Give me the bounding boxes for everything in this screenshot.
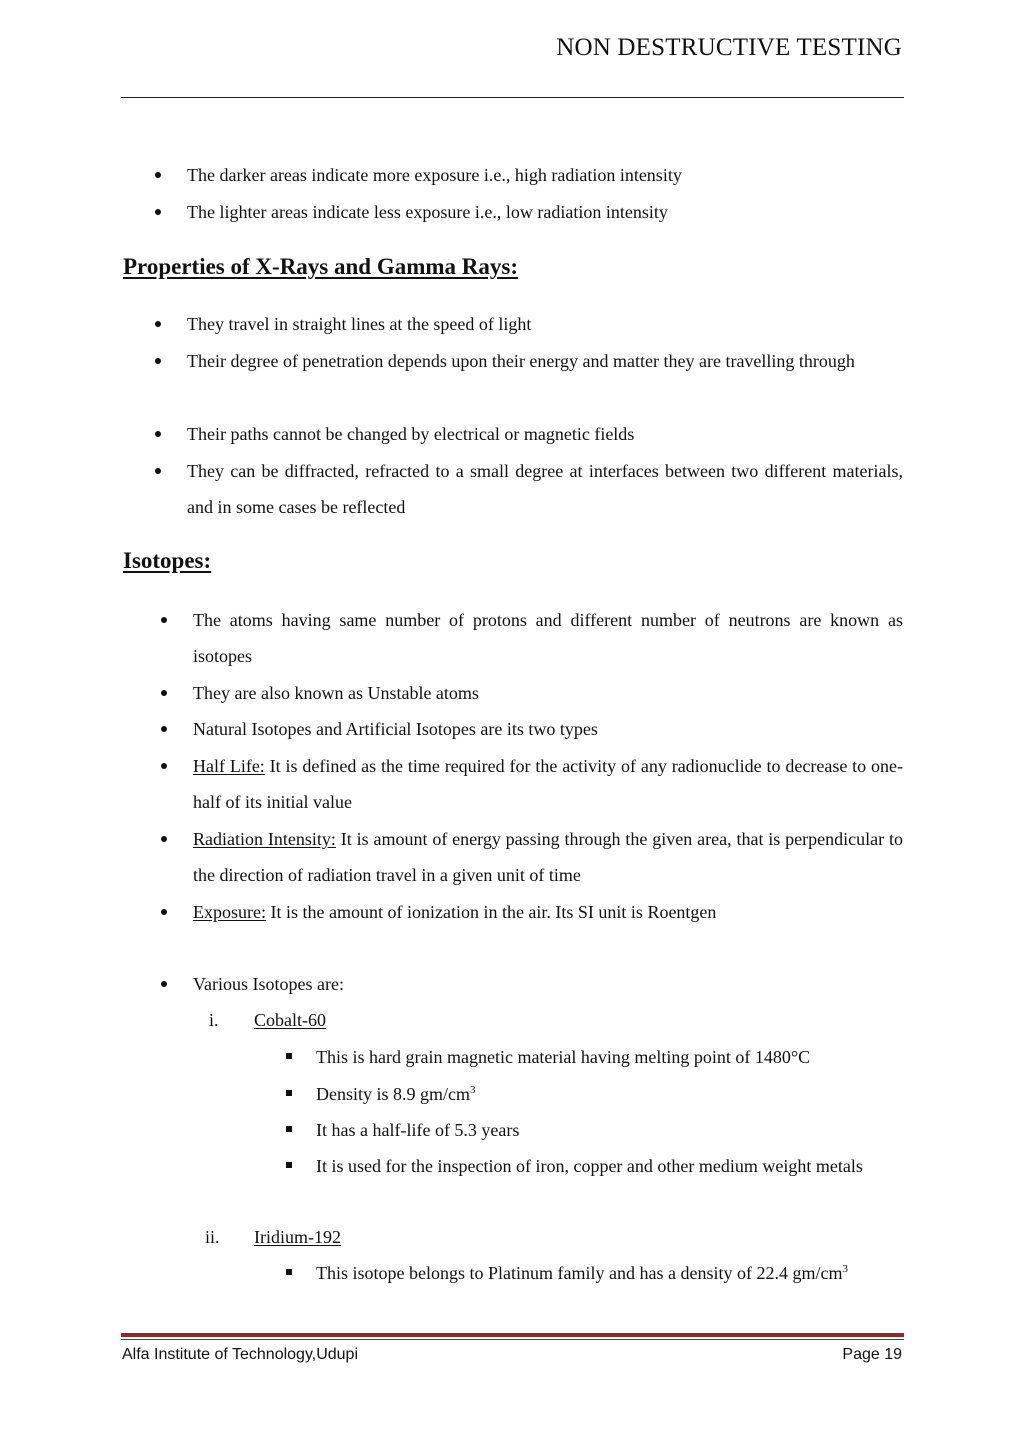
page-header-title: NON DESTRUCTIVE TESTING xyxy=(556,34,902,61)
footer-institute: Alfa Institute of Technology,Udupi xyxy=(122,1346,358,1363)
list-item xyxy=(161,966,903,1002)
list-item-text: The darker areas indicate more exposure i.e., high radiation intensity xyxy=(187,165,682,185)
list-item-text: Various Isotopes are: xyxy=(193,974,344,994)
list-item xyxy=(161,821,903,893)
list-item xyxy=(286,1255,903,1291)
point-text: Density is 8.9 gm/cm xyxy=(316,1084,470,1104)
list-item-text: They travel in straight lines at the speed of light xyxy=(187,314,532,334)
list-item-text: The lighter areas indicate less exposure i.e., low radiation intensity xyxy=(187,202,668,222)
list-item-text xyxy=(193,711,903,747)
square-bullet-icon xyxy=(286,1090,292,1096)
square-bullet-icon xyxy=(286,1162,292,1168)
list-item-text xyxy=(193,675,903,711)
square-bullet-icon xyxy=(286,1269,292,1275)
list-item xyxy=(286,1076,903,1112)
point-text: This isotope belongs to Platinum family and has a density of 22.4 gm/cm xyxy=(316,1263,843,1283)
section-heading-isotopes: Isotopes: xyxy=(123,548,212,573)
term-label: Radiation Intensity: xyxy=(193,829,336,849)
bullet-icon xyxy=(155,358,161,364)
list-item xyxy=(286,1148,903,1184)
term-text: It is defined as the time required for the activity of any radionuclide to decrease to one-half of its initial value xyxy=(193,756,903,812)
superscript: 3 xyxy=(842,1263,848,1275)
list-item-text xyxy=(193,894,903,930)
bullet-icon xyxy=(155,468,161,474)
footer-divider xyxy=(121,1333,904,1337)
term-text: It is the amount of ionization in the air. Its SI unit is Roentgen xyxy=(265,902,717,922)
list-item xyxy=(155,343,903,379)
bullet-icon xyxy=(155,172,161,178)
list-item-text xyxy=(316,1076,903,1112)
term-text: They are also known as Unstable atoms xyxy=(193,683,479,703)
list-item xyxy=(161,602,903,674)
roman-numeral: ii. xyxy=(205,1227,220,1247)
term-label: Exposure: xyxy=(193,902,266,922)
superscript: 3 xyxy=(470,1084,476,1096)
list-item xyxy=(161,894,903,930)
bullet-icon xyxy=(161,836,167,842)
list-item-text xyxy=(316,1112,903,1148)
list-item-text xyxy=(193,602,903,674)
list-item-text xyxy=(316,1148,903,1184)
list-item-text xyxy=(193,748,903,820)
bullet-icon xyxy=(161,690,167,696)
list-item xyxy=(286,1112,903,1148)
list-item-text xyxy=(316,1039,903,1075)
list-item xyxy=(161,675,903,711)
term-text: The atoms having same number of protons and different number of neutrons are known as isotopes xyxy=(193,610,903,666)
bullet-icon xyxy=(161,909,167,915)
footer-divider-thin xyxy=(121,1339,904,1340)
list-item-text xyxy=(193,821,903,893)
list-item-text: Their paths cannot be changed by electrical or magnetic fields xyxy=(187,424,635,444)
footer-page-number: Page 19 xyxy=(842,1346,902,1363)
isotope-name: Iridium-192 xyxy=(254,1227,341,1247)
bullet-icon xyxy=(161,763,167,769)
bullet-icon xyxy=(161,726,167,732)
bullet-icon xyxy=(161,981,167,987)
list-item xyxy=(155,306,903,342)
term-label: Half Life: xyxy=(193,756,265,776)
isotope-name: Cobalt-60 xyxy=(254,1010,326,1030)
bullet-icon xyxy=(161,617,167,623)
bullet-icon xyxy=(155,321,161,327)
header-divider xyxy=(121,97,904,98)
square-bullet-icon xyxy=(286,1126,292,1132)
list-item xyxy=(155,416,903,452)
list-item xyxy=(155,194,905,230)
point-text: This is hard grain magnetic material having melting point of 1480°C xyxy=(316,1047,811,1067)
point-text: It has a half-life of 5.3 years xyxy=(316,1120,520,1140)
term-text: Natural Isotopes and Artificial Isotopes are its two types xyxy=(193,719,598,739)
term-text: It is amount of energy passing through the given area, that is perpendicular to the direction of radiation travel in a given unit of time xyxy=(193,829,903,885)
bullet-icon xyxy=(155,431,161,437)
list-item xyxy=(155,453,903,525)
list-item-text: Their degree of penetration depends upon their energy and matter they are travelling through xyxy=(187,351,855,371)
square-bullet-icon xyxy=(286,1053,292,1059)
section-heading-properties: Properties of X-Rays and Gamma Rays: xyxy=(123,254,519,279)
roman-numeral: i. xyxy=(209,1010,219,1030)
list-item xyxy=(161,748,903,820)
point-text: It is used for the inspection of iron, copper and other medium weight metals xyxy=(316,1156,863,1176)
list-item xyxy=(161,711,903,747)
list-item xyxy=(286,1039,903,1075)
list-item-text: They can be diffracted, refracted to a small degree at interfaces between two different materials, and in some cases be reflected xyxy=(187,461,903,517)
bullet-icon xyxy=(155,209,161,215)
list-item-text xyxy=(316,1255,903,1291)
list-item xyxy=(155,157,905,193)
